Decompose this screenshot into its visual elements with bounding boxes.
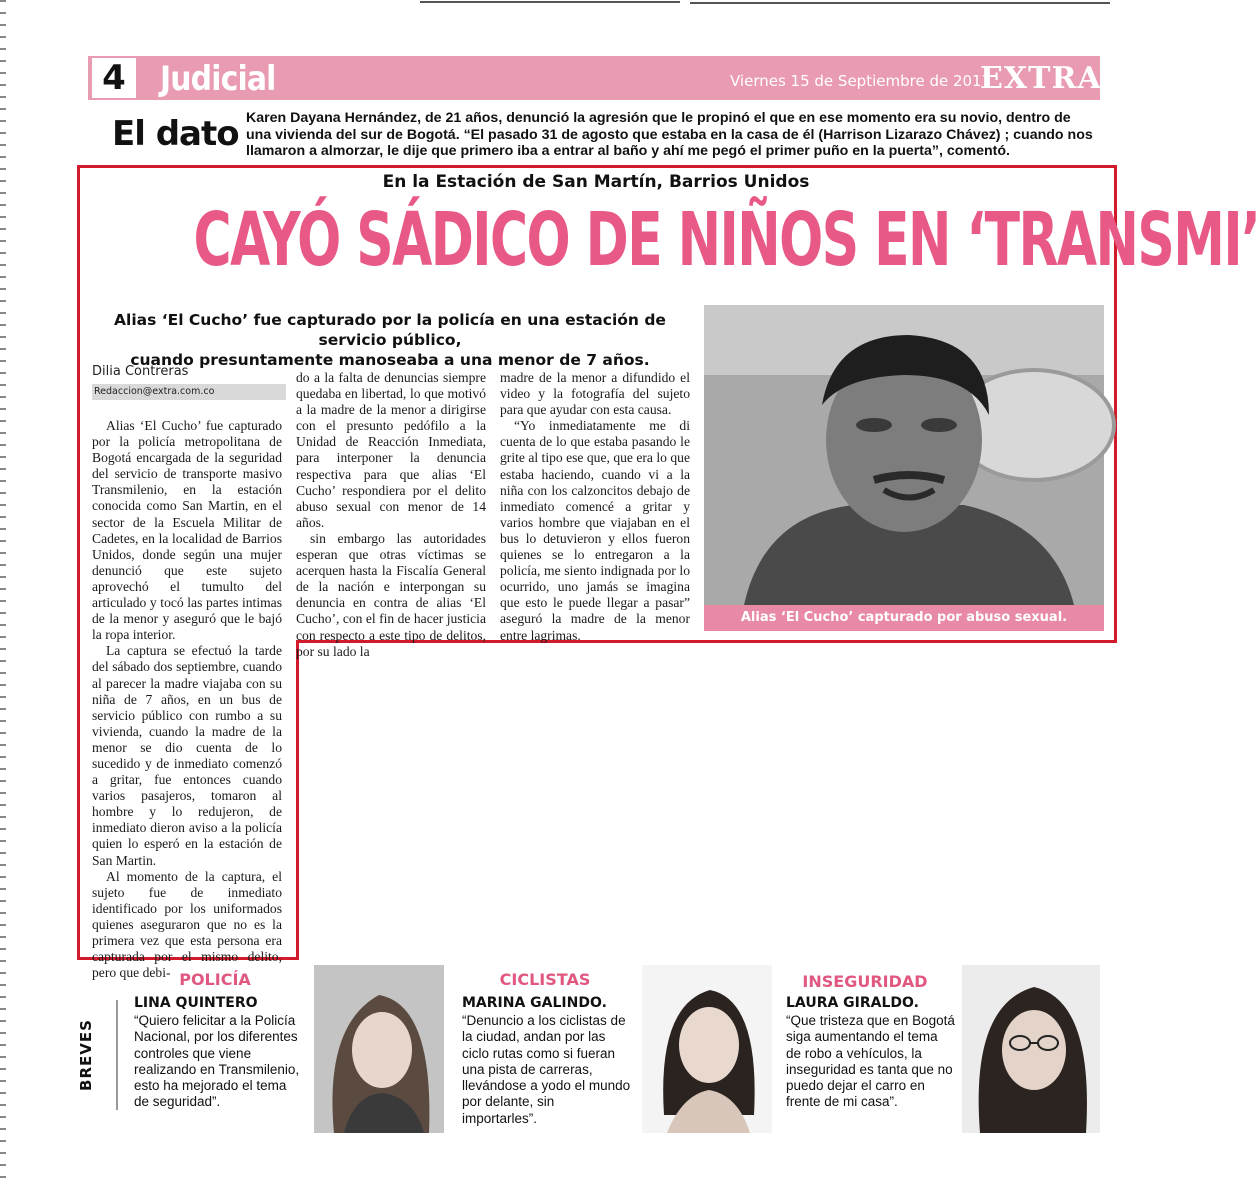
paragraph: “Yo inmediatamente me di cuenta de lo que estaba pasando le grite al tipo ese que, que era lo que estaba haciendo, cuando vi a la niña con los calzoncitos debajo de inmediato comencé a gritar y varios hombre que viajaban en el bus lo detuvieron y ellos fueron quienes se lo entregaron a la policía, me siento indignada por lo ocurrido, uno jamás se imagina que esto le puede llegar a pasar” aseguró la madre de la menor entre lagrimas.: [500, 418, 690, 643]
breve-portrait: [962, 965, 1100, 1133]
paragraph: do a la falta de denuncias siempre quedaba en libertad, lo que motivó a la madre de la menor a dirigirse con el presunto pedófilo a la Unidad de Reacción Inmediata, para interponer la denuncia respectiva para que alias ‘El Cucho’ respondiera por el delito abuso sexual con menor de 14 años.: [296, 370, 486, 530]
paragraph: madre de la menor a difundido el video y la fotografía del sujeto para que ayudar con esta causa.: [500, 370, 690, 418]
article-column-2: [296, 370, 486, 660]
breve-name: LAURA GIRALDO.: [786, 995, 919, 1011]
page-number: 4: [92, 58, 136, 98]
article-kicker: En la Estación de San Martín, Barrios Unidos: [382, 172, 810, 192]
article-column-3: [500, 370, 690, 644]
issue-date: Viernes 15 de Septiembre de 2017: [730, 72, 992, 90]
article-frame-right: [296, 640, 299, 960]
suspect-photo-illustration: [704, 305, 1104, 605]
breve-portrait: [642, 965, 772, 1133]
breve-quote: “Quiero felicitar a la Policía Nacional, por los diferentes controles que viene realizando en Transmilenio, esto ha mejorado el tema de seguridad”.: [134, 1013, 300, 1110]
breves-divider: [116, 1000, 118, 1110]
breve-quote: “Denuncio a los ciclistas de la ciudad, andan por las ciclo rutas como si fueran una pista de carreras, llevándose a yodo el mundo por delante, sin importarles”.: [462, 1013, 631, 1126]
article-subhead: Alias ‘El Cucho’ fue capturado por la policía en una estación de servicio público, cuando presuntamente manoseaba a una menor de 7 años.: [114, 311, 666, 369]
photo-caption: Alias ‘El Cucho’ capturado por abuso sexual.: [704, 605, 1104, 631]
breve-category: CICLISTAS: [499, 970, 591, 989]
author-email: Redaccion@extra.com.co: [92, 384, 286, 400]
section-title: Judicial: [160, 59, 276, 99]
paragraph: Alias ‘El Cucho’ fue capturado por la policía metropolitana de Bogotá encargada de la seguridad del servicio de transporte masivo Transmilenio, en la estación conocida como San Martin, en el sector de la Escuela Militar de Cadetes, en la localidad de Barrios Unidos, donde según una mujer denunció que este sujeto aprovechó el tumulto del articulado y tocó las partes intimas de la menor y aseguró que le bajó la ropa interior.: [92, 418, 282, 643]
article-author: Dilia Contreras: [92, 364, 189, 379]
paragraph: La captura se efectuó la tarde del sábado dos septiembre, cuando al parecer la madre viajaba con su niña de 7 años, en un bus de servicio público con rumbo a su vivienda, cuando la madre de la menor se dio cuenta de lo sucedido y de inmediato comenzó a gritar, fue entonces cuando varios pasajeros, tomaron al hombre y lo redujeron, de inmediato dieron aviso a la policía quien lo esperó en la estación de San Martin.: [92, 643, 282, 868]
scan-edge: [0, 0, 6, 1188]
breve-category: INSEGURIDAD: [802, 972, 928, 991]
dato-label: El dato: [112, 114, 239, 154]
brand-logo: EXTRA: [980, 61, 1102, 96]
breve-name: MARINA GALINDO.: [462, 995, 607, 1011]
scan-line: [420, 1, 680, 3]
breve-category: POLICÍA: [179, 970, 251, 989]
breve-quote: “Que tristeza que en Bogotá siga aumentando el tema de robo a vehículos, la inseguridad es tanta que no puedo dejar el carro en frente de mi casa”.: [786, 1013, 955, 1110]
breve-name: LINA QUINTERO: [134, 995, 258, 1011]
article-column-1: [92, 418, 282, 981]
dato-text: Karen Dayana Hernández, de 21 años, denunció la agresión que le propinó el que en ese momento era su novio, dentro de una vivienda del sur de Bogotá. “El pasado 31 de agosto que estaba en la casa de él (Harrison Lizarazo Chávez) ; cuando nos llamaron a almorzar, le dije que primero iba a entrar al baño y ahí me pegó el primer puño en la puerta”, comentó.: [246, 110, 1093, 159]
suspect-photo: [704, 305, 1104, 605]
article-frame-left: [77, 640, 80, 960]
breves-label: BREVES: [76, 1019, 95, 1091]
paragraph: Al momento de la captura, el sujeto fue de inmediato identificado por los uniformados quienes aseguraron que no es la primera vez que esta persona era capturada por el mismo delito, pero que debi-: [92, 868, 282, 981]
breve-portrait: [314, 965, 444, 1133]
article-headline: CAYÓ SÁDICO DE NIÑOS EN ‘TRANSMI’: [193, 197, 1259, 283]
scan-line: [690, 2, 1110, 4]
paragraph: sin embargo las autoridades esperan que otras víctimas se acerquen hasta la Fiscalía General de la nación e interpongan su denuncia en contra de alias ‘El Cucho’, con el fin de hacer justicia con respecto a este tipo de delitos, por su lado la: [296, 530, 486, 659]
